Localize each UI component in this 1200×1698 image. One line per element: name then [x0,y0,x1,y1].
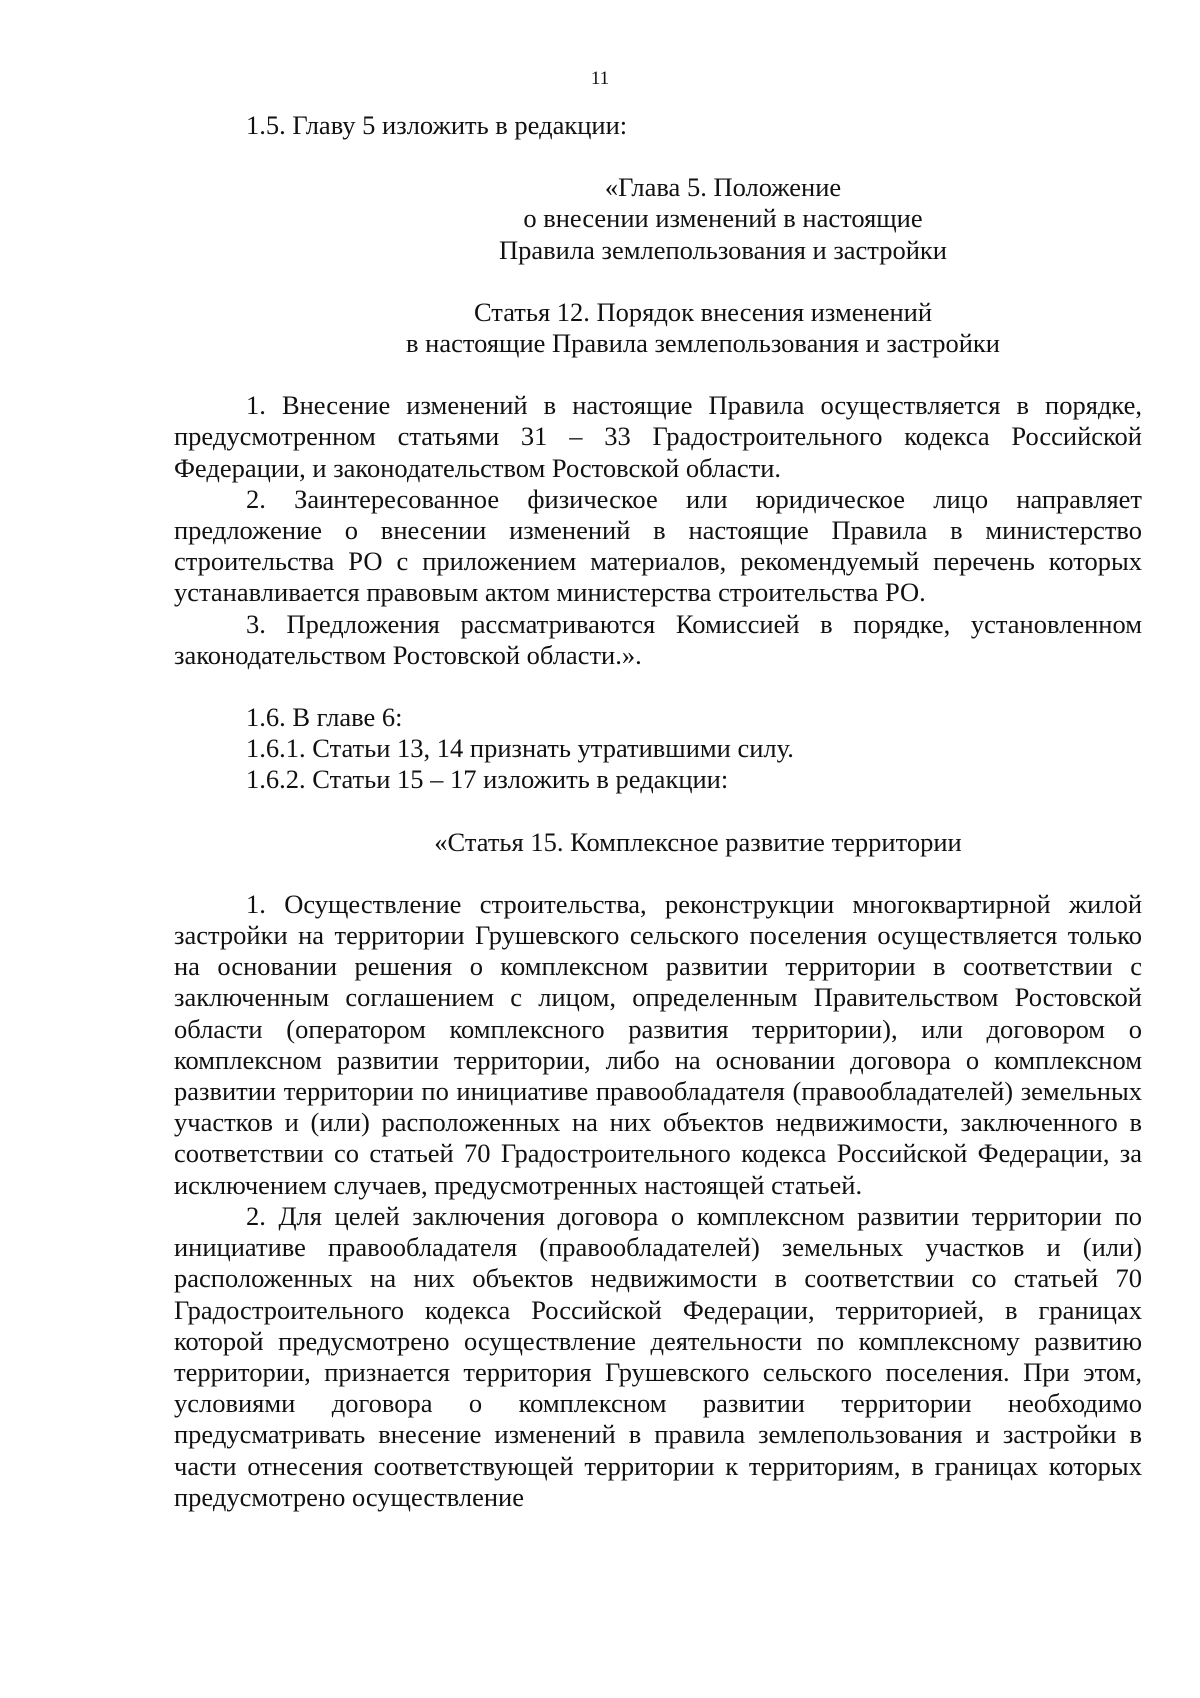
item-1-5: 1.5. Главу 5 изложить в редакции: [246,110,628,140]
article-12-heading-line2: в настоящие Правила землепользования и застройки [406,328,1000,359]
item-1-6-1: 1.6.1. Статьи 13, 14 признать утратившими силу. [246,733,794,764]
chapter-5-heading-line2: о внесении изменений в настоящие [523,203,923,234]
article-12-paragraph-2: 2. Заинтересованное физическое или юридическое лицо направляет предложение о внесении изменений в настоящие Правила в министерство строительства РО с приложением материалов, рекомендуемый перечень которых устанавливается правовым актом министерства строительства РО. [174,483,1142,608]
chapter-5-heading [174,172,1142,266]
spacer [174,141,1142,172]
spacer [174,858,1142,889]
spacer [174,671,1142,702]
chapter-5-heading-line1: «Глава 5. Положение [604,172,842,203]
article-12-heading-line1: Статья 12. Порядок внесения изменений [473,296,933,327]
article-12-paragraph-1: 1. Внесение изменений в настоящие Правила осуществляется в порядке, предусмотренном статьями 31 – 33 Градостроительного кодекса Российской Федерации, и законодательством Ростовской области. [174,390,1142,483]
spacer [174,359,1142,390]
article-12-paragraph-3: 3. Предложения рассматриваются Комиссией в порядке, установленном законодательством Ростовской области.». [174,608,1142,670]
chapter-5-heading-line3: Правила землепользования и застройки [499,234,947,265]
spacer [174,266,1142,297]
spacer [174,796,1142,827]
page-number: 11 [590,68,610,89]
article-15-heading: «Статья 15. Комплексное развитие территории [434,826,962,857]
article-15-paragraph-1: 1. Осуществление строительства, реконструкции многоквартирной жилой застройки на территории Грушевского сельского поселения осуществляется только на основании решения о комплексном развитии территории в соответствии с заключенным соглашением с лицом, определенным Правительством Ростовской области (оператором комплексного развития территории), или договором о комплексном развитии территории, либо на основании договора о комплексном развитии территории по инициативе правообладателя (правообладателей) земельных участков и (или) расположенных на них объектов недвижимости, заключенного в соответствии со статьей 70 Градостроительного кодекса Российской Федерации, за исключением случаев, предусмотренных настоящей статьей. [174,888,1142,1200]
item-1-6-2: 1.6.2. Статьи 15 – 17 изложить в редакции: [246,764,729,795]
document-body [174,110,1142,1513]
article-15-paragraph-2: 2. Для целей заключения договора о комплексном развитии территории по инициативе правообладателя (правообладателей) земельных участков и (или) расположенных на них объектов недвижимости в соответствии со статьей 70 Градостроительного кодекса Российской Федерации, территорией, в границах которой предусмотрено осуществление деятельности по комплексному развитию территории, признается территория Грушевского сельского поселения. При этом, условиями договора о комплексном развитии территории необходимо предусматривать внесение изменений в правила землепользования и застройки в части отнесения соответствующей территории к территориям, в границах которых предусмотрено осуществление [174,1200,1142,1512]
article-12-heading [174,297,1142,359]
item-1-6: 1.6. В главе 6: [246,702,403,733]
